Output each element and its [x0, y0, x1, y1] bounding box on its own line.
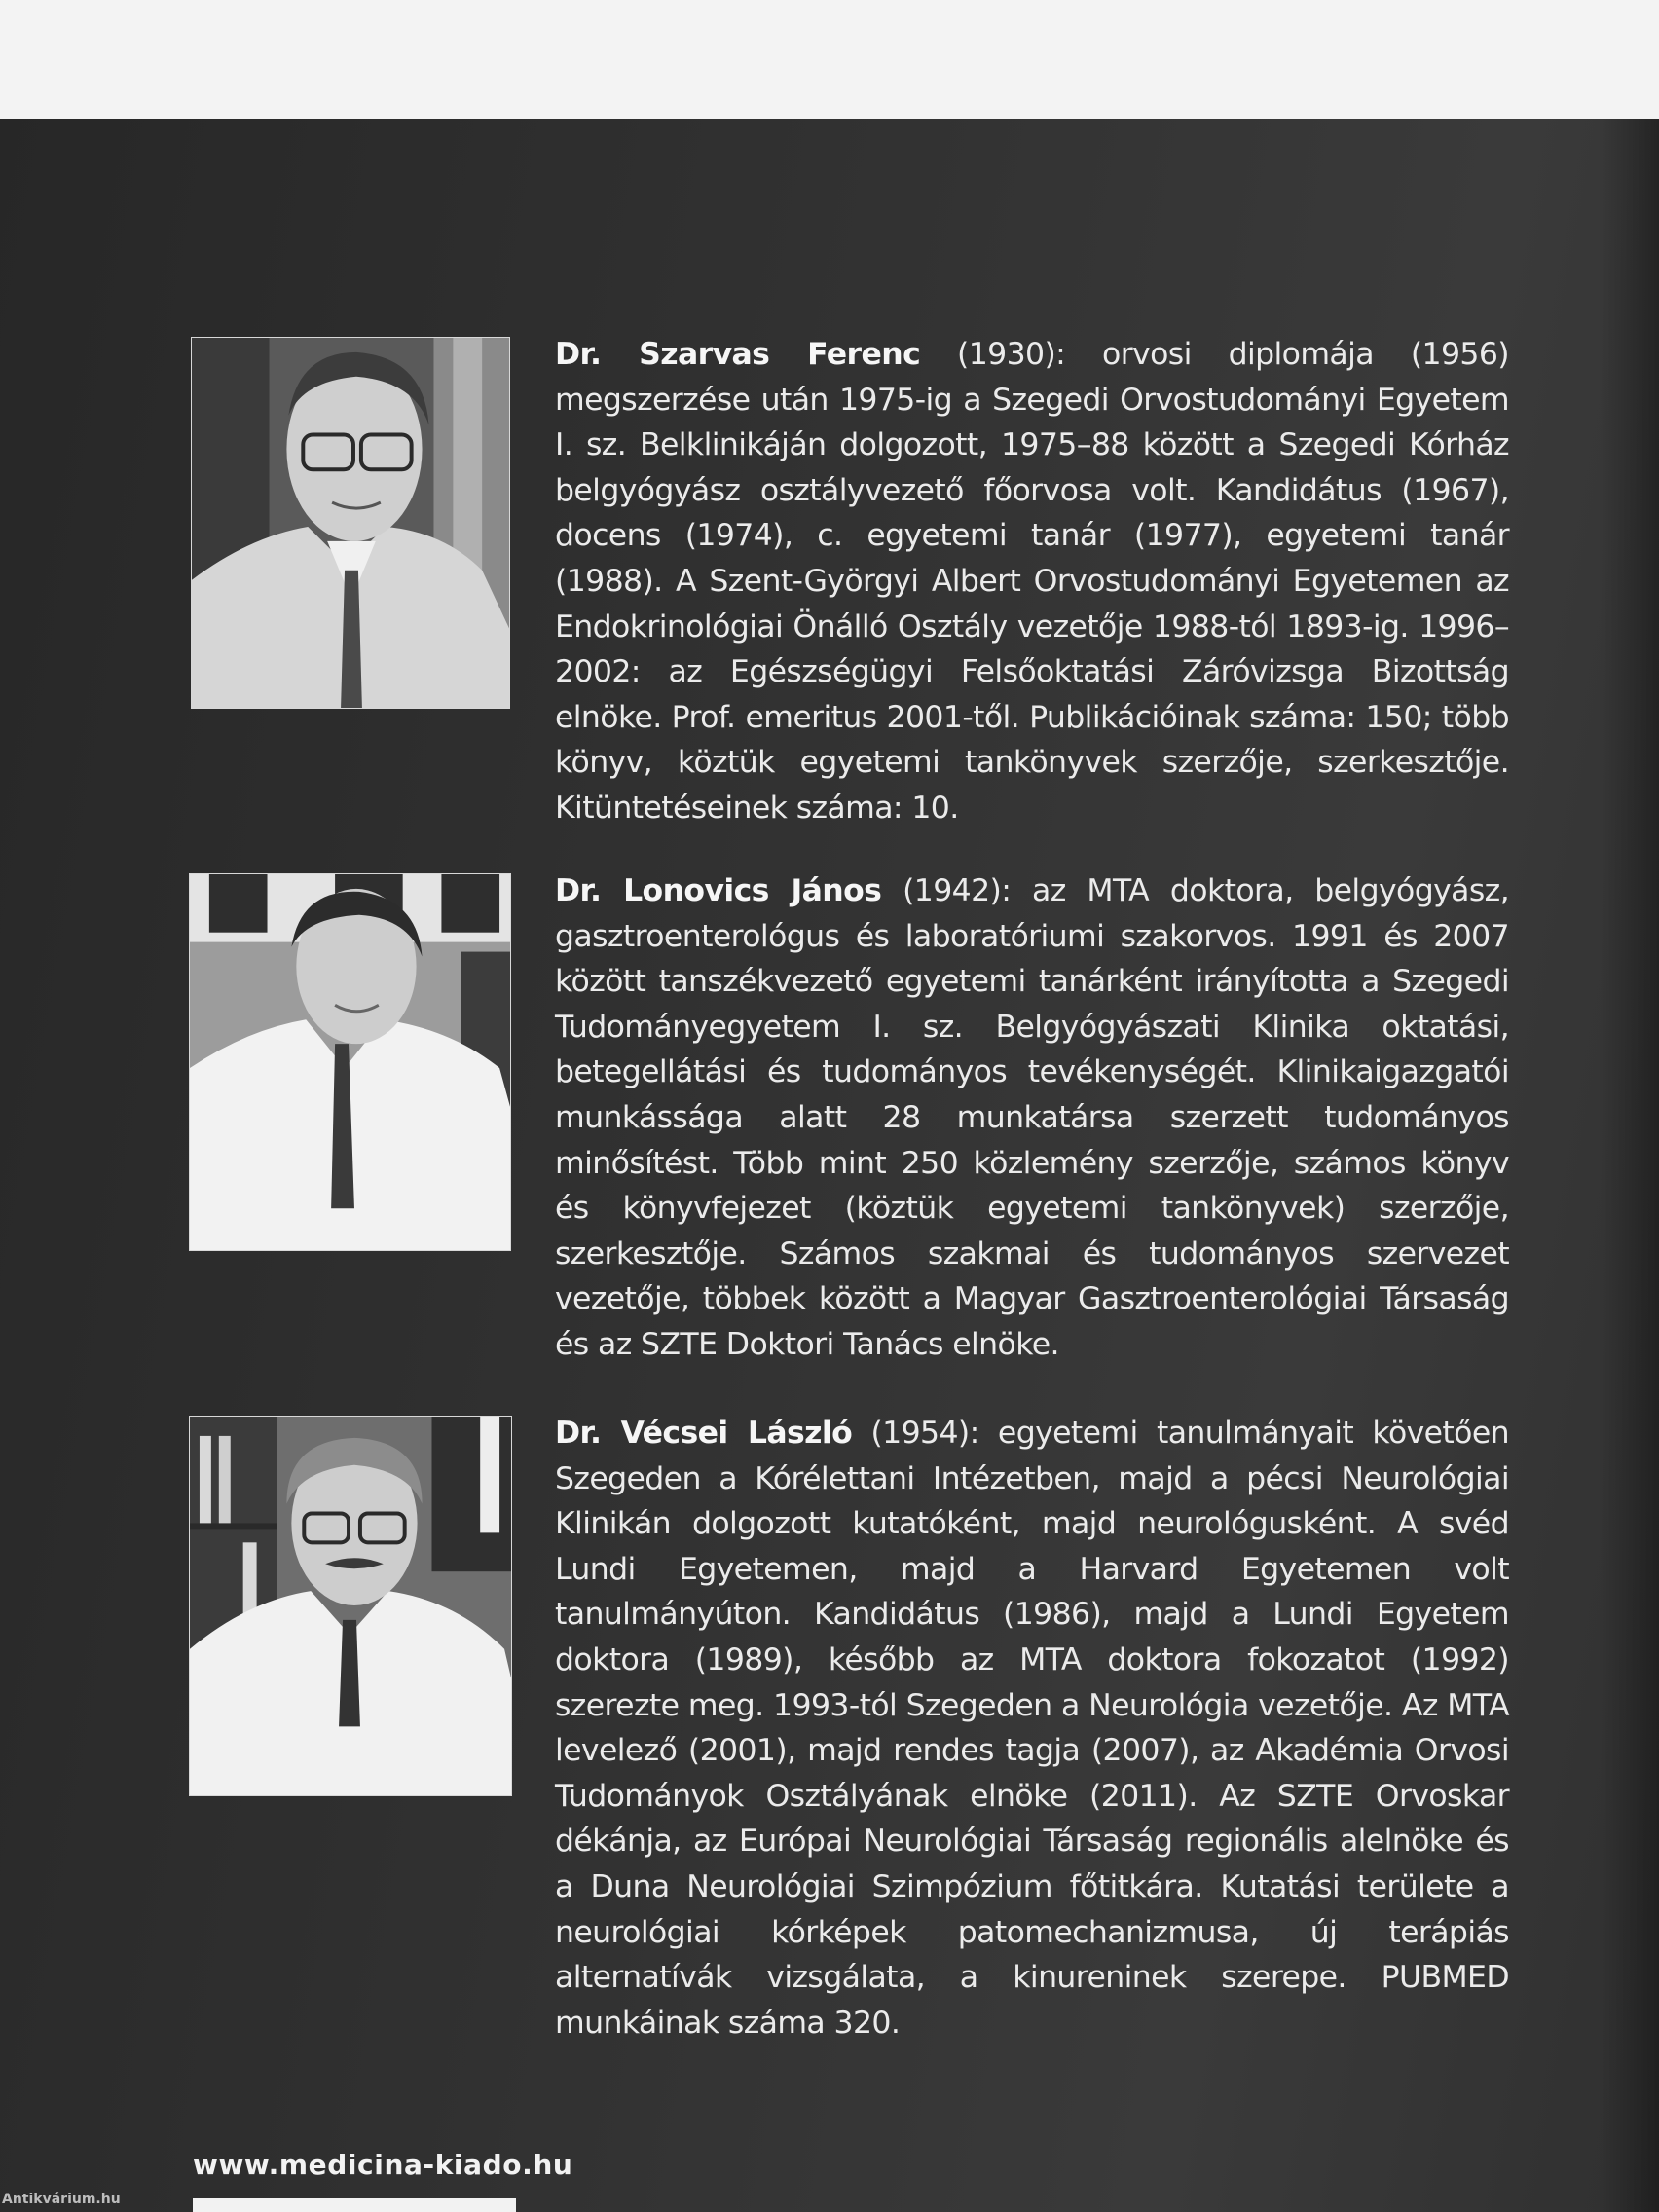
author-photo-vecsei: [189, 1416, 512, 1796]
author-photo-szarvas: [191, 337, 510, 709]
cover-shadow-edge: [1601, 119, 1659, 2212]
author-bio-text: (1930): orvosi diplomája (1956) megszerzése után 1975-ig a Szegedi Orvostudományi Egyetem I. sz. Belklinikáján dolgozott, 1975–88 között a Szegedi Kórház belgyógyász osztályvezető főorvosa volt. Kandidátus (1967), docens (1974), c. egyetemi tanár (1977), egyetemi tanár (1988). A Szent-Györgyi Albert Orvostudományi Egyetemen az Endokrinológiai Önálló Osztály vezetője 1988-tól 1893-ig. 1996–2002: az Egészségügyi Felsőoktatási Záróvizsga Bizottság elnöke. Prof. emeritus 2001-től. Publikációinak száma: 150; több könyv, köztük egyetemi tankönyvek szerzője, szerkesztője. Kitüntetéseinek száma: 10.: [555, 337, 1509, 826]
author-name: Dr. Lonovics János: [555, 873, 882, 908]
publisher-url: www.medicina-kiado.hu: [193, 2149, 573, 2181]
author-bio-1: [555, 332, 1509, 831]
barcode-area-edge: [193, 2198, 516, 2212]
author-name: Dr. Szarvas Ferenc: [555, 337, 921, 372]
author-bio-2: [555, 868, 1509, 1368]
author-bio-text: (1942): az MTA doktora, belgyógyász, gasztroenterológus és laboratóriumi szakorvos. 1991 és 2007 között tanszékvezető egyetemi tanárként irányította a Szegedi Tudományegyetem I. sz. Belgyógyászati Klinika oktatási, betegellátási és tudományos tevékenységét. Klinikaigazgatói munkássága alatt 28 munkatársa szerzett tudományos minősítést. Több mint 250 közlemény szerzője, számos könyv és könyvfejezet (köztük egyetemi tankönyvek) szerzője, szerkesztője. Számos szakmai és tudományos szervezet vezetője, többek között a Magyar Gasztroenterológiai Társaság és az SZTE Doktori Tanács elnöke.: [555, 873, 1509, 1362]
page-top-margin: [0, 0, 1659, 119]
author-bio-text: (1954): egyetemi tanulmányait követően Szegeden a Kórélettani Intézetben, majd a pécsi Neurológiai Klinikán dolgozott kutatóként, majd neurológusként. A svéd Lundi Egyetemen, majd a Harvard Egyetemen volt tanulmányúton. Kandidátus (1986), majd a Lundi Egyetem doktora (1989), később az MTA doktora fokozatot (1992) szerezte meg. 1993-tól Szegeden a Neurológia vezetője. Az MTA levelező (2001), majd rendes tagja (2007), az Akadémia Orvosi Tudományok Osztályának elnöke (2011). Az SZTE Orvoskar dékánja, az Európai Neurológiai Társaság regionális alelnöke és a Duna Neurológiai Szimpózium főtitkára. Kutatási területe a neurológiai kórképek patomechanizmusa, új terápiás alternatívák vizsgálata, a kinureninek szerepe. PUBMED munkáinak száma 320.: [555, 1416, 1509, 2041]
watermark-label: Antikvárium.hu: [2, 2192, 121, 2207]
author-bio-3: [555, 1411, 1509, 2046]
author-name: Dr. Vécsei László: [555, 1416, 853, 1451]
author-photo-lonovics: [189, 873, 511, 1251]
